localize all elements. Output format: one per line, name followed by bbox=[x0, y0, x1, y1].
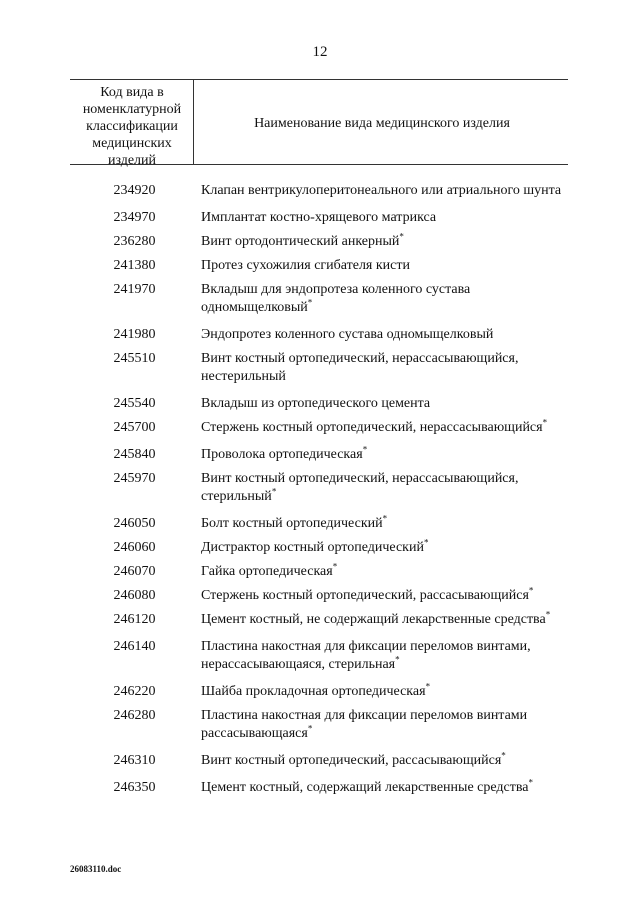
row-name: Винт костный ортопедический, нерассасывающийся, стерильный bbox=[201, 471, 519, 504]
row-code: 246080 bbox=[113, 588, 156, 603]
row-code: 246060 bbox=[113, 540, 156, 555]
footnote-mark: * bbox=[528, 585, 534, 596]
footnote-mark: * bbox=[271, 486, 277, 497]
row-name: Клапан вентрикулоперитонеального или атриального шунта bbox=[201, 183, 562, 198]
row-name-cell bbox=[199, 539, 570, 557]
table-row bbox=[70, 446, 570, 464]
row-name-cell bbox=[199, 209, 570, 227]
row-code: 245510 bbox=[113, 351, 156, 366]
row-code: 246070 bbox=[113, 564, 156, 579]
row-name: Пластина накостная для фиксации переломов винтами, нерассасывающаяся, стерильная bbox=[201, 639, 531, 672]
row-code: 246310 bbox=[113, 753, 156, 768]
table-body bbox=[70, 182, 570, 797]
footnote-mark: * bbox=[423, 537, 429, 548]
row-name: Дистрактор костный ортопедический bbox=[201, 540, 424, 555]
column-header-code-line: номенклатурной bbox=[82, 102, 182, 117]
footnote-mark: * bbox=[395, 654, 400, 665]
row-code: 236280 bbox=[113, 234, 156, 249]
table-row bbox=[70, 563, 570, 581]
table-row bbox=[70, 470, 570, 506]
table-row bbox=[70, 182, 570, 200]
row-name-cell bbox=[199, 281, 570, 317]
column-header-code-line: медицинских bbox=[92, 136, 172, 151]
row-name: Протез сухожилия сгибателя кисти bbox=[201, 258, 410, 273]
footnote-mark: * bbox=[528, 777, 533, 788]
row-name: Имплантат костно-хрящевого матрикса bbox=[201, 210, 437, 225]
row-code: 246050 bbox=[113, 516, 156, 531]
row-name: Пластина накостная для фиксации переломов винтами рассасывающаяся bbox=[201, 708, 528, 741]
table-row bbox=[70, 587, 570, 605]
row-name: Проволока ортопедическая bbox=[201, 447, 363, 462]
row-name: Эндопротез коленного сустава одномыщелковый bbox=[201, 327, 494, 342]
row-name-cell bbox=[199, 683, 570, 701]
row-name-cell bbox=[199, 395, 570, 413]
footnote-mark: * bbox=[332, 561, 338, 572]
table-row bbox=[70, 779, 570, 797]
table-row bbox=[70, 326, 570, 344]
footnote-mark: * bbox=[425, 681, 431, 692]
table-row bbox=[70, 539, 570, 557]
column-header-code bbox=[72, 84, 192, 169]
table-row bbox=[70, 611, 570, 629]
table-row bbox=[70, 752, 570, 770]
row-name-cell bbox=[199, 752, 570, 770]
footnote-mark: * bbox=[542, 417, 548, 428]
row-code: 241970 bbox=[113, 282, 156, 297]
column-header-code-line: Код вида в bbox=[100, 85, 164, 100]
table-row bbox=[70, 281, 570, 317]
row-name: Вкладыш из ортопедического цемента bbox=[201, 396, 431, 411]
column-header-name: Наименование вида медицинского изделия bbox=[254, 116, 510, 131]
row-name: Стержень костный ортопедический, нерассасывающийся bbox=[201, 420, 543, 435]
table-row bbox=[70, 395, 570, 413]
row-name-cell bbox=[199, 233, 570, 251]
row-name-cell bbox=[199, 587, 570, 605]
table-row bbox=[70, 350, 570, 386]
row-code: 241980 bbox=[113, 327, 156, 342]
row-name: Болт костный ортопедический bbox=[201, 516, 383, 531]
table-row bbox=[70, 419, 570, 437]
footnote-mark: * bbox=[382, 513, 388, 524]
row-name: Стержень костный ортопедический, рассасывающийся bbox=[201, 588, 529, 603]
footnote-mark: * bbox=[307, 297, 313, 308]
row-name: Цемент костный, содержащий лекарственные средства bbox=[201, 780, 529, 795]
row-name-cell bbox=[199, 350, 570, 386]
row-name: Винт костный ортопедический, рассасывающийся bbox=[201, 753, 502, 768]
row-code: 246280 bbox=[113, 708, 156, 723]
table-row bbox=[70, 515, 570, 533]
row-name-cell bbox=[199, 419, 570, 437]
row-name-cell bbox=[199, 638, 570, 674]
footnote-mark: * bbox=[501, 750, 506, 761]
footnote-mark: * bbox=[399, 231, 404, 242]
row-name-cell bbox=[199, 182, 570, 200]
row-name: Цемент костный, не содержащий лекарственные средства bbox=[201, 612, 546, 627]
row-code: 241380 bbox=[113, 258, 156, 273]
row-name-cell bbox=[199, 470, 570, 506]
table-row bbox=[70, 683, 570, 701]
row-code: 245840 bbox=[113, 447, 156, 462]
table-header-divider bbox=[193, 79, 194, 165]
row-name-cell bbox=[199, 515, 570, 533]
row-name-cell bbox=[199, 446, 570, 464]
row-name: Винт ортодонтический анкерный bbox=[201, 234, 400, 249]
row-code: 245970 bbox=[113, 471, 156, 486]
row-code: 246120 bbox=[113, 612, 156, 627]
row-name-cell bbox=[199, 707, 570, 743]
footnote-mark: * bbox=[362, 444, 368, 455]
row-name: Шайба прокладочная ортопедическая bbox=[201, 684, 426, 699]
row-name-cell bbox=[199, 326, 570, 344]
row-name-cell bbox=[199, 563, 570, 581]
row-code: 246350 bbox=[113, 780, 156, 795]
column-header-code-line: изделий bbox=[107, 153, 157, 168]
table-row bbox=[70, 257, 570, 275]
column-header-code-line: классификации bbox=[86, 119, 178, 134]
table-header-top-rule bbox=[70, 79, 568, 80]
table-row bbox=[70, 638, 570, 674]
page-number: 12 bbox=[312, 44, 328, 60]
row-name: Вкладыш для эндопротеза коленного сустава одномыщелковый bbox=[201, 282, 471, 315]
row-code: 246140 bbox=[113, 639, 156, 654]
row-code: 245540 bbox=[113, 396, 156, 411]
row-code: 246220 bbox=[113, 684, 156, 699]
row-name-cell bbox=[199, 257, 570, 275]
row-name-cell bbox=[199, 611, 570, 629]
footnote-mark: * bbox=[307, 723, 313, 734]
row-name-cell bbox=[199, 779, 570, 797]
row-code: 234920 bbox=[113, 183, 156, 198]
row-code: 245700 bbox=[113, 420, 156, 435]
row-name: Винт костный ортопедический, нерассасывающийся, нестерильный bbox=[201, 351, 519, 384]
row-code: 234970 bbox=[113, 210, 156, 225]
table-row bbox=[70, 209, 570, 227]
footer-file-name: 26083110.doc bbox=[70, 864, 122, 874]
table-row bbox=[70, 707, 570, 743]
row-name: Гайка ортопедическая bbox=[201, 564, 333, 579]
table-row bbox=[70, 233, 570, 251]
footnote-mark: * bbox=[545, 609, 551, 620]
